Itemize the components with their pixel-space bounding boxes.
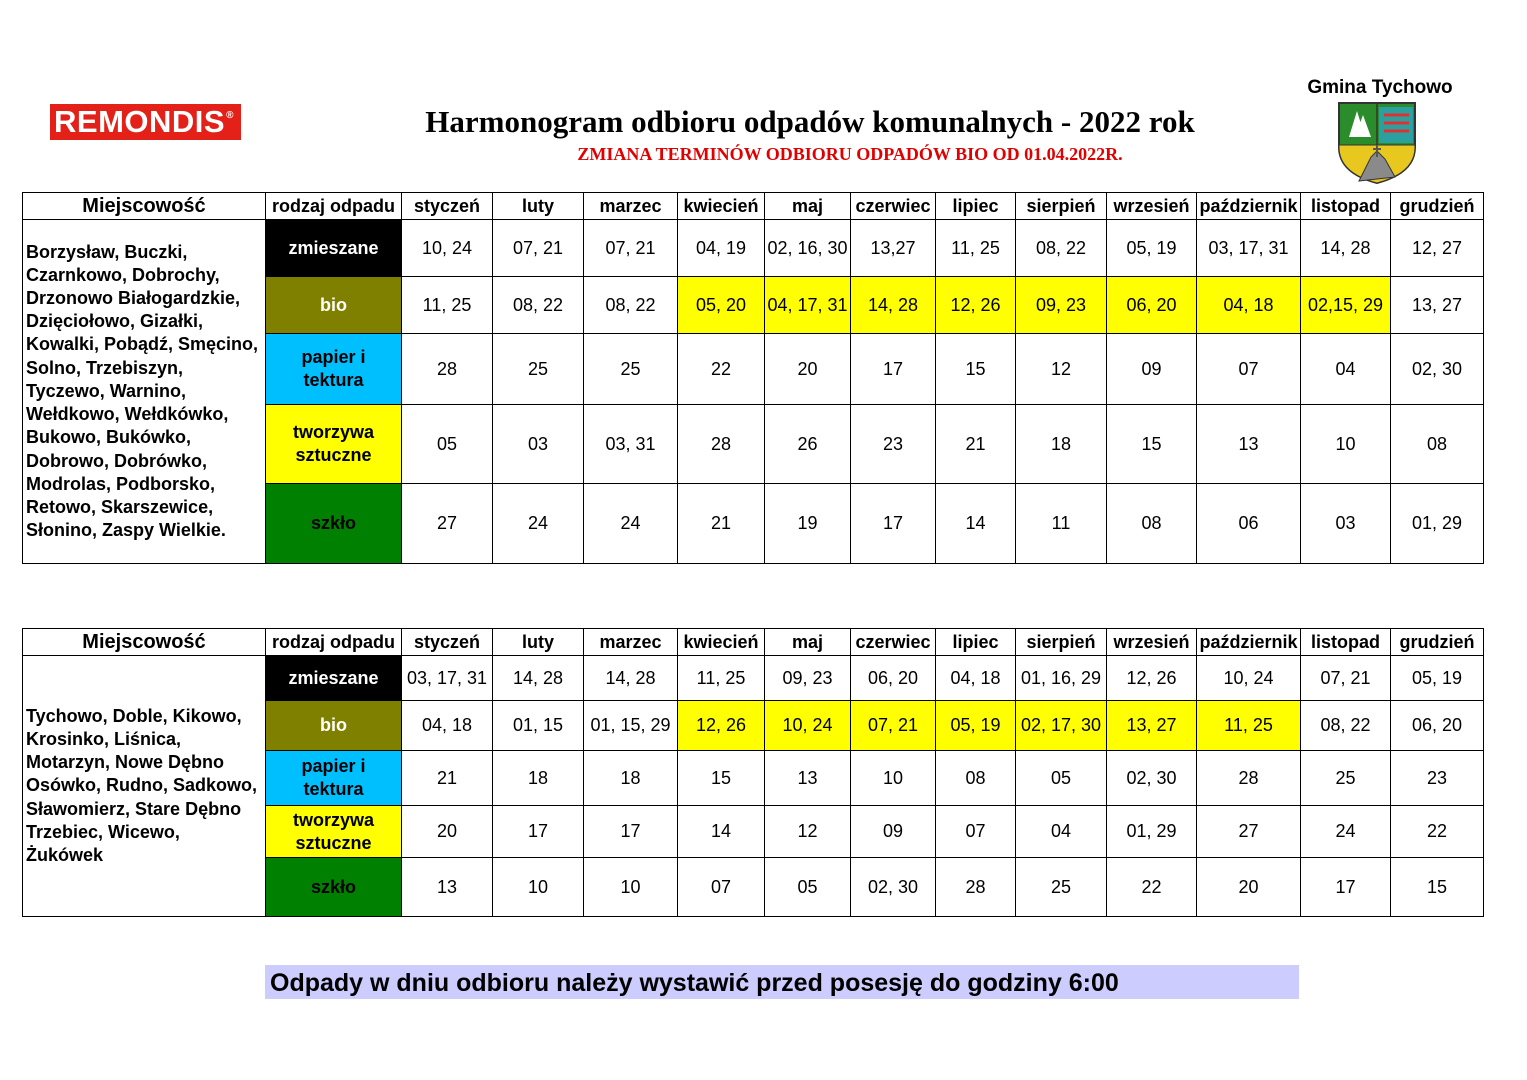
pickup-date-cell: 04, 18 (402, 701, 493, 751)
waste-type-zmieszane (266, 656, 402, 701)
waste-type-label: papier i (301, 347, 366, 367)
locality-list (23, 220, 266, 564)
month-header: czerwiec (851, 629, 936, 656)
month-header: wrzesień (1107, 629, 1197, 656)
pickup-date-cell: 11, 25 (402, 277, 493, 334)
pickup-date-cell: 09, 23 (765, 656, 851, 701)
pickup-date-cell: 20 (1197, 858, 1301, 917)
pickup-date-cell: 15 (1391, 858, 1484, 917)
month-header: marzec (584, 629, 678, 656)
month-header: maj (765, 629, 851, 656)
waste-type-label: sztuczne (295, 832, 372, 853)
locality-name: Sławomierz, Stare Dębno (26, 798, 242, 819)
locality-name: Borzysław, Buczki, (26, 241, 188, 262)
pickup-date-cell: 09 (1107, 334, 1197, 405)
month-header: czerwiec (851, 193, 936, 220)
pickup-date-cell: 01, 29 (1391, 484, 1484, 564)
pickup-date-cell: 21 (936, 405, 1016, 484)
pickup-date-cell: 05, 19 (1391, 656, 1484, 701)
month-header: luty (493, 629, 584, 656)
pickup-date-cell: 03, 17, 31 (402, 656, 493, 701)
pickup-date-cell: 11, 25 (936, 220, 1016, 277)
locality-name: Trzebiec, Wicewo, (26, 821, 180, 842)
month-header: lipiec (936, 629, 1016, 656)
pickup-date-cell: 28 (1197, 751, 1301, 806)
pickup-date-cell: 07 (678, 858, 765, 917)
pickup-date-cell: 02,15, 29 (1301, 277, 1391, 334)
pickup-date-cell: 06, 20 (1107, 277, 1197, 334)
pickup-date-cell: 12 (1016, 334, 1107, 405)
waste-type-label: bio (320, 715, 347, 735)
waste-type-label: tektura (303, 370, 364, 390)
pickup-date-cell: 28 (678, 405, 765, 484)
locality-name: Retowo, Skarszewice, (26, 496, 214, 517)
pickup-date-cell: 13, 27 (1391, 277, 1484, 334)
pickup-date-cell: 17 (851, 334, 936, 405)
waste-type-bio (266, 701, 402, 751)
pickup-date-cell: 04 (1016, 806, 1107, 858)
waste-type-label: szkło (310, 513, 357, 533)
pickup-date-cell: 20 (402, 806, 493, 858)
waste-type-szklo (266, 858, 402, 917)
pickup-date-cell: 13, 27 (1107, 701, 1197, 751)
locality-name: Drzonowo Białogardzkie, (26, 288, 241, 309)
month-header: styczeń (402, 193, 493, 220)
month-header: listopad (1301, 193, 1391, 220)
waste-type-tworzywa (266, 806, 402, 858)
month-header: sierpień (1016, 193, 1107, 220)
month-header: grudzień (1391, 629, 1484, 656)
pickup-date-cell: 25 (493, 334, 584, 405)
month-header: maj (765, 193, 851, 220)
waste-type-label: tworzywa (292, 422, 375, 442)
pickup-date-cell: 20 (765, 334, 851, 405)
locality-name: Dzięciołowo, Gizałki, (26, 311, 204, 332)
pickup-date-cell: 05, 19 (1107, 220, 1197, 277)
pickup-date-cell: 06 (1197, 484, 1301, 564)
pickup-date-cell: 11, 25 (1197, 701, 1301, 751)
pickup-date-cell: 01, 16, 29 (1016, 656, 1107, 701)
waste-type-label: tektura (303, 779, 364, 799)
pickup-date-cell: 28 (402, 334, 493, 405)
waste-type-label: bio (320, 294, 347, 315)
month-header: listopad (1301, 629, 1391, 656)
locality-name: Solno, Trzebiszyn, (26, 357, 184, 378)
pickup-date-cell: 25 (584, 334, 678, 405)
locality-name: Bukowo, Bukówko, (26, 427, 192, 448)
locality-name: Słonino, Zaspy Wielkie. (26, 520, 226, 541)
pickup-date-cell: 12, 27 (1391, 220, 1484, 277)
pickup-date-cell: 24 (584, 484, 678, 564)
pickup-date-cell: 14, 28 (1301, 220, 1391, 277)
pickup-date-cell: 10 (584, 858, 678, 917)
locality-name: Modrolas, Podborsko, (26, 473, 216, 494)
waste-type-szklo (266, 484, 402, 564)
pickup-date-cell: 08 (1107, 484, 1197, 564)
pickup-date-cell: 11, 25 (678, 656, 765, 701)
pickup-date-cell: 15 (936, 334, 1016, 405)
pickup-date-cell: 21 (678, 484, 765, 564)
waste-type-papier (266, 751, 402, 806)
pickup-date-cell: 27 (1197, 806, 1301, 858)
pickup-date-cell: 02, 16, 30 (765, 220, 851, 277)
locality-name: Czarnkowo, Dobrochy, (26, 264, 220, 285)
pickup-date-cell: 06, 20 (851, 656, 936, 701)
pickup-date-cell: 09, 23 (1016, 277, 1107, 334)
pickup-notice: Odpady w dniu odbioru należy wystawić przed posesję do godziny 6:00 (265, 965, 1299, 999)
pickup-date-cell: 01, 29 (1107, 806, 1197, 858)
month-header: sierpień (1016, 629, 1107, 656)
locality-name: Żukówek (26, 845, 104, 865)
pickup-date-cell: 10, 24 (765, 701, 851, 751)
pickup-date-cell: 23 (1391, 751, 1484, 806)
month-header: kwiecień (678, 629, 765, 656)
waste-type-header: rodzaj odpadu (266, 629, 402, 656)
pickup-date-cell: 03 (1301, 484, 1391, 564)
pickup-date-cell: 08 (1391, 405, 1484, 484)
pickup-date-cell: 07, 21 (493, 220, 584, 277)
month-header: marzec (584, 193, 678, 220)
schedule-table-2 (22, 628, 1484, 917)
pickup-date-cell: 13 (1197, 405, 1301, 484)
pickup-date-cell: 04, 18 (936, 656, 1016, 701)
waste-type-tworzywa (266, 405, 402, 484)
pickup-date-cell: 08, 22 (1016, 220, 1107, 277)
pickup-date-cell: 18 (1016, 405, 1107, 484)
waste-type-label: sztuczne (295, 445, 372, 465)
locality-name: Kowalki, Pobądź, Smęcino, (26, 334, 259, 355)
pickup-date-cell: 12, 26 (936, 277, 1016, 334)
pickup-date-cell: 06, 20 (1391, 701, 1484, 751)
waste-type-label: tworzywa (292, 809, 375, 830)
pickup-date-cell: 04 (1301, 334, 1391, 405)
pickup-date-cell: 13,27 (851, 220, 936, 277)
pickup-date-cell: 10 (493, 858, 584, 917)
pickup-date-cell: 12 (765, 806, 851, 858)
pickup-date-cell: 25 (1016, 858, 1107, 917)
locality-name: Osówko, Rudno, Sadkowo, (26, 775, 258, 796)
waste-type-label: zmieszane (288, 237, 379, 258)
pickup-date-cell: 24 (493, 484, 584, 564)
gmina-name: Gmina Tychowo (1307, 77, 1453, 98)
gmina-crest-icon (1337, 101, 1417, 185)
pickup-date-cell: 04, 19 (678, 220, 765, 277)
pickup-date-cell: 18 (584, 751, 678, 806)
locality-list (23, 656, 266, 917)
waste-type-zmieszane (266, 220, 402, 277)
month-header: październik (1197, 629, 1301, 656)
pickup-date-cell: 01, 15 (493, 701, 584, 751)
pickup-date-cell: 02, 30 (1107, 751, 1197, 806)
pickup-date-cell: 28 (936, 858, 1016, 917)
pickup-date-cell: 13 (402, 858, 493, 917)
pickup-date-cell: 19 (765, 484, 851, 564)
pickup-date-cell: 08 (936, 751, 1016, 806)
pickup-date-cell: 03, 31 (584, 405, 678, 484)
pickup-date-cell: 11 (1016, 484, 1107, 564)
pickup-date-cell: 14 (678, 806, 765, 858)
pickup-date-cell: 08, 22 (1301, 701, 1391, 751)
header-row (23, 193, 1484, 220)
month-header: lipiec (936, 193, 1016, 220)
page-title: Harmonogram odbioru odpadów komunalnych - 2022 rok (425, 104, 1195, 139)
pickup-date-cell: 10 (851, 751, 936, 806)
locality-name: Tychowo, Doble, Kikowo, (26, 705, 242, 726)
pickup-date-cell: 05, 19 (936, 701, 1016, 751)
pickup-date-cell: 22 (1107, 858, 1197, 917)
locality-header: Miejscowość (23, 193, 266, 220)
pickup-date-cell: 15 (678, 751, 765, 806)
pickup-date-cell: 18 (493, 751, 584, 806)
pickup-date-cell: 14, 28 (493, 656, 584, 701)
waste-type-header: rodzaj odpadu (266, 193, 402, 220)
locality-name: Motarzyn, Nowe Dębno (26, 752, 225, 773)
pickup-date-cell: 05 (1016, 751, 1107, 806)
pickup-date-cell: 14, 28 (584, 656, 678, 701)
month-header: grudzień (1391, 193, 1484, 220)
locality-name: Tyczewo, Warnino, (26, 380, 187, 401)
table-row (23, 220, 1484, 277)
pickup-date-cell: 08, 22 (584, 277, 678, 334)
month-header: wrzesień (1107, 193, 1197, 220)
pickup-date-cell: 02, 30 (1391, 334, 1484, 405)
pickup-date-cell: 09 (851, 806, 936, 858)
pickup-date-cell: 10, 24 (402, 220, 493, 277)
locality-name: Krosinko, Liśnica, (26, 728, 182, 749)
month-header: kwiecień (678, 193, 765, 220)
pickup-date-cell: 17 (493, 806, 584, 858)
month-header: luty (493, 193, 584, 220)
pickup-date-cell: 07, 21 (584, 220, 678, 277)
pickup-date-cell: 07 (1197, 334, 1301, 405)
pickup-date-cell: 14, 28 (851, 277, 936, 334)
pickup-date-cell: 04, 18 (1197, 277, 1301, 334)
waste-type-label: zmieszane (288, 667, 379, 688)
pickup-date-cell: 17 (1301, 858, 1391, 917)
header-row (23, 629, 1484, 656)
pickup-date-cell: 26 (765, 405, 851, 484)
page-subtitle: ZMIANA TERMINÓW ODBIORU ODPADÓW BIO OD 01.04.2022R. (577, 144, 1123, 164)
locality-name: Wełdkowo, Wełdkówko, (26, 404, 229, 425)
waste-type-label: szkło (310, 876, 357, 897)
month-header: październik (1197, 193, 1301, 220)
pickup-date-cell: 27 (402, 484, 493, 564)
pickup-date-cell: 07, 21 (851, 701, 936, 751)
month-header: styczeń (402, 629, 493, 656)
pickup-date-cell: 10 (1301, 405, 1391, 484)
waste-type-label: papier i (301, 756, 366, 776)
pickup-date-cell: 03, 17, 31 (1197, 220, 1301, 277)
pickup-date-cell: 02, 17, 30 (1016, 701, 1107, 751)
pickup-date-cell: 10, 24 (1197, 656, 1301, 701)
pickup-date-cell: 05, 20 (678, 277, 765, 334)
remondis-logo: REMONDIS® (50, 104, 241, 140)
schedule-table-1 (22, 192, 1484, 564)
pickup-date-cell: 13 (765, 751, 851, 806)
locality-name: Dobrowo, Dobrówko, (26, 450, 207, 471)
pickup-date-cell: 22 (678, 334, 765, 405)
pickup-date-cell: 04, 17, 31 (765, 277, 851, 334)
locality-header: Miejscowość (23, 629, 266, 656)
pickup-date-cell: 17 (851, 484, 936, 564)
pickup-date-cell: 17 (584, 806, 678, 858)
pickup-date-cell: 12, 26 (678, 701, 765, 751)
pickup-date-cell: 07, 21 (1301, 656, 1391, 701)
pickup-date-cell: 05 (402, 405, 493, 484)
pickup-date-cell: 14 (936, 484, 1016, 564)
pickup-date-cell: 02, 30 (851, 858, 936, 917)
pickup-date-cell: 21 (402, 751, 493, 806)
pickup-date-cell: 22 (1391, 806, 1484, 858)
pickup-date-cell: 08, 22 (493, 277, 584, 334)
waste-type-bio (266, 277, 402, 334)
pickup-date-cell: 01, 15, 29 (584, 701, 678, 751)
pickup-date-cell: 25 (1301, 751, 1391, 806)
pickup-date-cell: 03 (493, 405, 584, 484)
pickup-date-cell: 12, 26 (1107, 656, 1197, 701)
waste-type-papier (266, 334, 402, 405)
pickup-date-cell: 15 (1107, 405, 1197, 484)
pickup-date-cell: 05 (765, 858, 851, 917)
table-row (23, 656, 1484, 701)
pickup-date-cell: 07 (936, 806, 1016, 858)
pickup-date-cell: 24 (1301, 806, 1391, 858)
pickup-date-cell: 23 (851, 405, 936, 484)
